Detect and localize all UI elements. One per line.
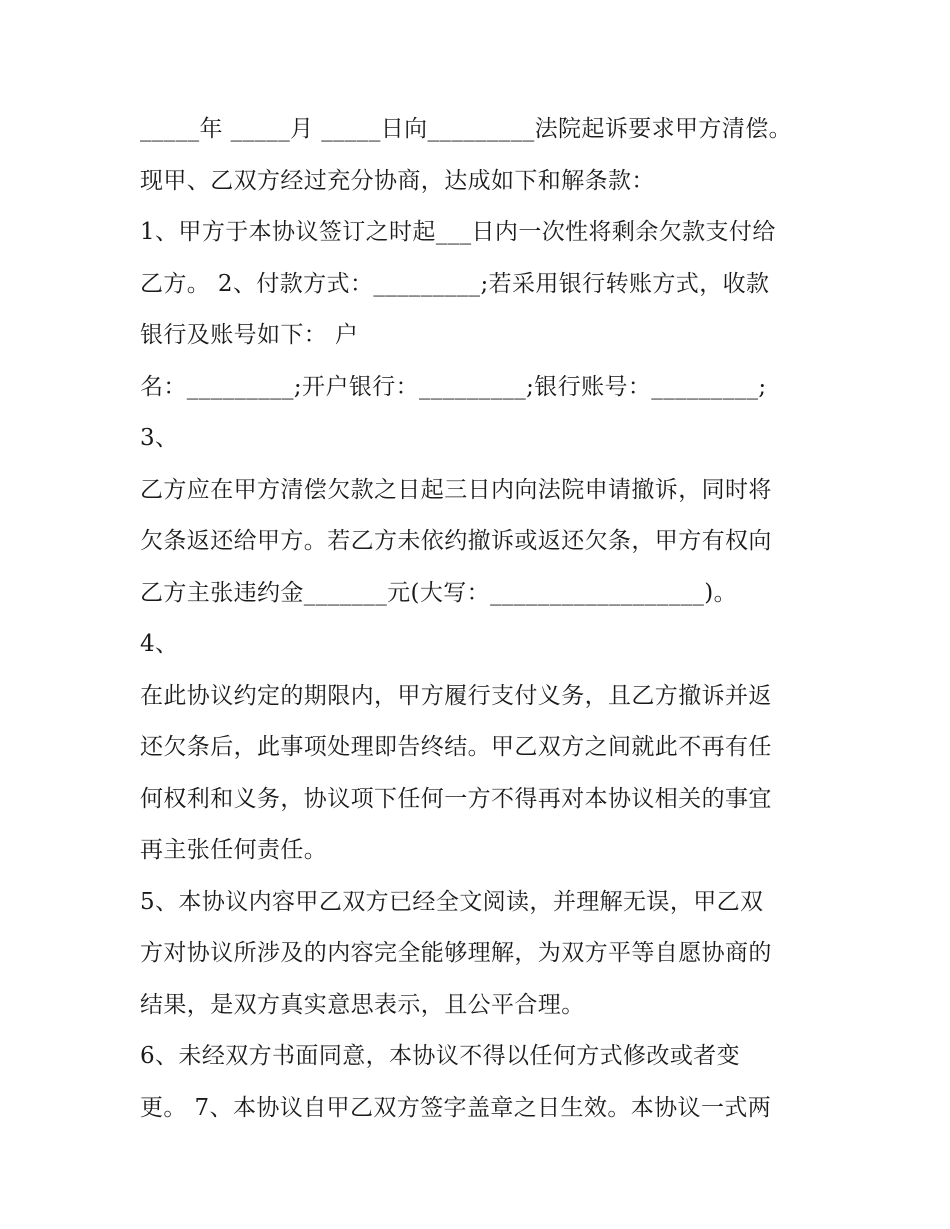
text-line: 6、未经双方书面同意，本协议不得以任何方式修改或者变 bbox=[140, 1043, 741, 1069]
text-line: 欠条返还给甲方。若乙方未依约撤诉或返还欠条，甲方有权向 bbox=[140, 528, 772, 554]
text-line: 何权利和义务，协议项下任何一方不得再对本协议相关的事宜 bbox=[140, 785, 772, 812]
text-line: 乙方应在甲方清偿欠款之日起三日内向法院申请撤诉，同时将 bbox=[140, 476, 772, 503]
text-line: 3、 bbox=[140, 425, 179, 451]
text-line: 现甲、乙双方经过充分协商，达成如下和解条款： bbox=[140, 167, 655, 194]
text-line: 再主张任何责任。 bbox=[140, 837, 328, 863]
text-line: 乙方。 2、付款方式：_________;若采用银行转账方式，收款 bbox=[140, 270, 770, 297]
text-line: 5、本协议内容甲乙双方已经全文阅读，并理解无误，甲乙双 bbox=[140, 888, 764, 915]
text-line: 乙方主张违约金_______元(大写：__________________)。 bbox=[140, 579, 738, 606]
text-line: 1、甲方于本协议签订之时起___日内一次性将剩余欠款支付给 bbox=[140, 219, 776, 245]
text-line: 银行及账号如下： 户 bbox=[140, 322, 359, 348]
text-line: 在此协议约定的期限内，甲方履行支付义务，且乙方撤诉并返 bbox=[140, 682, 772, 709]
document-body bbox=[140, 104, 820, 1134]
text-line: 4、 bbox=[140, 631, 179, 657]
text-line: 方对协议所涉及的内容完全能够理解，为双方平等自愿协商的 bbox=[140, 940, 772, 966]
text-line: 结果，是双方真实意思表示，且公平合理。 bbox=[140, 991, 585, 1018]
text-line: 名：_________;开户银行：_________;银行账号：_________; bbox=[140, 373, 767, 400]
text-line: _____年 _____月 _____日向_________法院起诉要求甲方清偿。 bbox=[140, 116, 793, 142]
text-line: 还欠条后，此事项处理即告终结。甲乙双方之间就此不再有任 bbox=[140, 734, 772, 760]
text-line: 更。 7、本协议自甲乙双方签字盖章之日生效。本协议一式两 bbox=[140, 1094, 772, 1121]
